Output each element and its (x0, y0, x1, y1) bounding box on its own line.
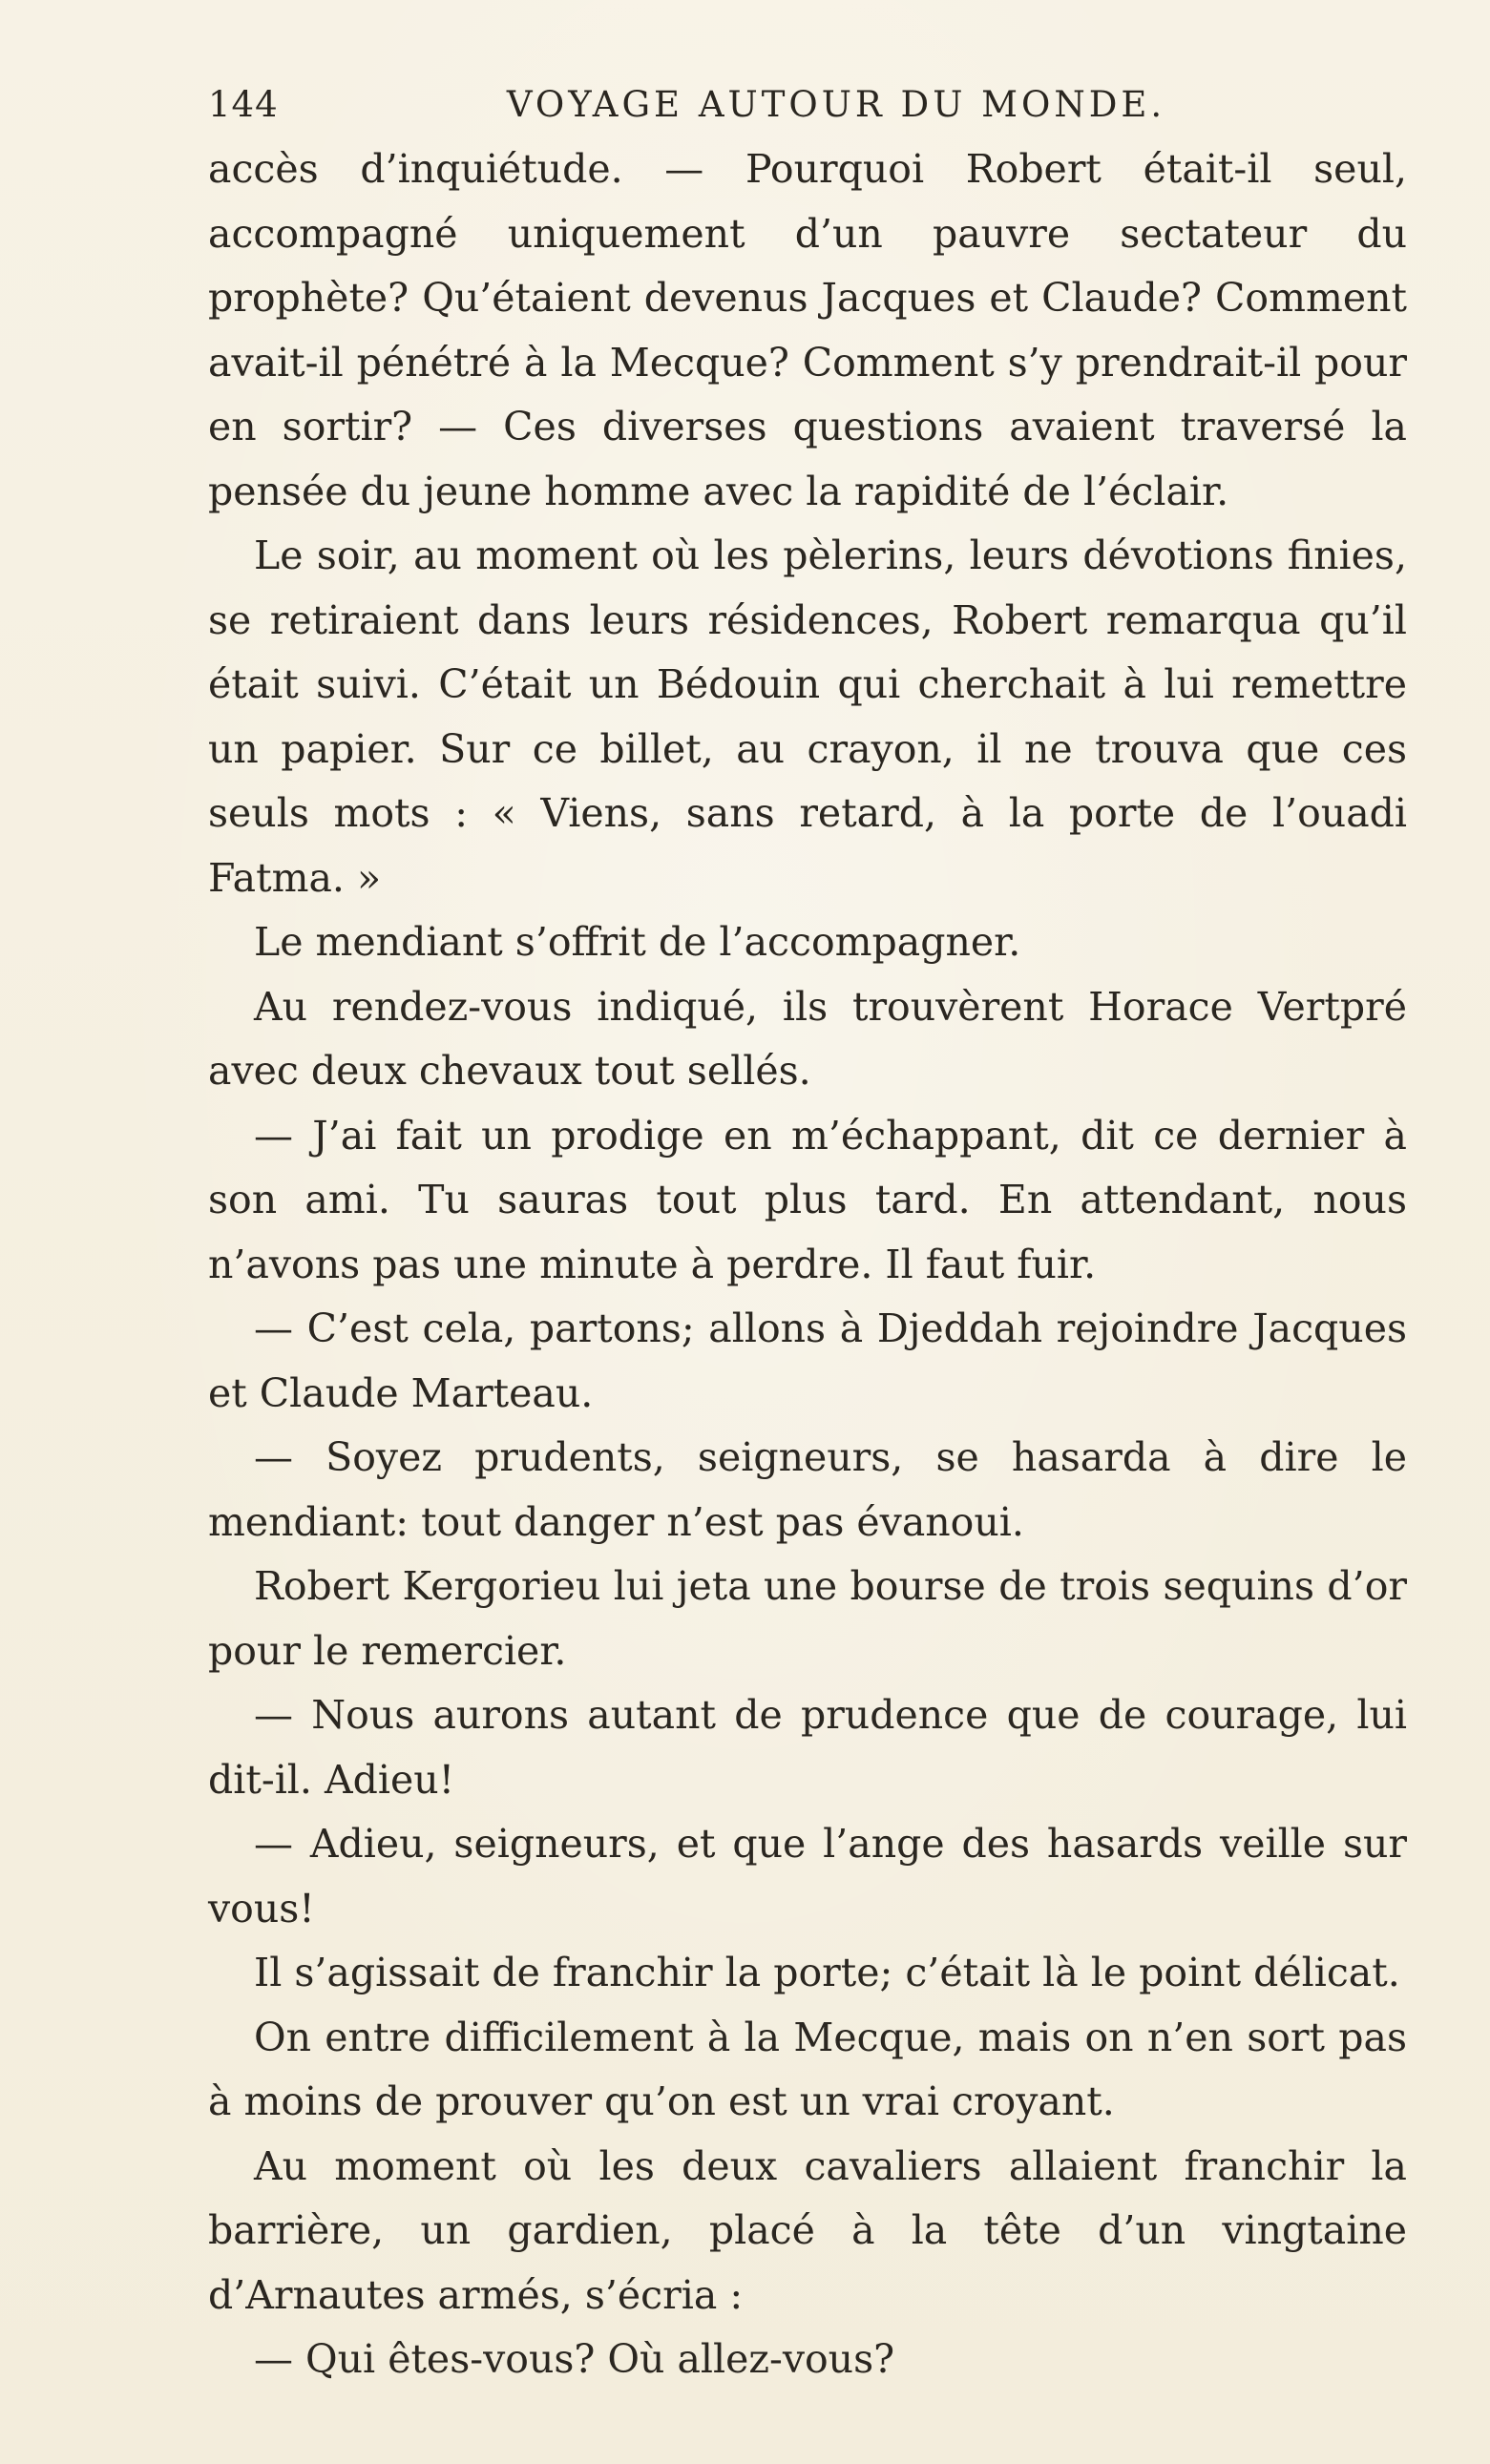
paragraph: — Soyez prudents, seigneurs, se hasarda à dire le mendiant: tout danger n’est pas évanoui. (208, 1434, 1407, 1545)
paragraph: — Qui êtes-vous? Où allez-vous? (254, 2336, 895, 2382)
paragraph: — J’ai fait un prodige en m’échappant, dit ce dernier à son ami. Tu sauras tout plus tard. En attendant, nous n’avons pas une minute à perdre. Il faut fuir. (208, 1112, 1407, 1287)
paragraph: Le mendiant s’offrit de l’accompagner. (254, 919, 1021, 965)
paragraph: — C’est cela, partons; allons à Djeddah rejoindre Jacques et Claude Marteau. (208, 1305, 1407, 1416)
running-title: VOYAGE AUTOUR DU MONDE. (506, 84, 1166, 125)
page-number: 144 (208, 84, 279, 125)
paragraph: accès d’inquiétude. — Pourquoi Robert était-il seul, accompagné uniquement d’un pauvre sectateur du prophète? Qu’étaient devenus Jacques et Claude? Comment avait-il pénétré à la Mecque? Comment s’y prendrait-il pour en sortir? — Ces diverses questions avaient traversé la pensée du jeune homme avec la rapidité de l’éclair. (208, 146, 1407, 514)
paragraph: Il s’agissait de franchir la porte; c’était là le point délicat. (254, 1950, 1400, 1995)
paragraph: — Nous aurons autant de prudence que de courage, lui dit-il. Adieu! (208, 1692, 1407, 1803)
paragraph: Au moment où les deux cavaliers allaient franchir la barrière, un gardien, placé à la tête d’un vingtaine d’Arnautes armés, s’écria : (208, 2142, 1407, 2318)
page-header (208, 76, 1407, 134)
body-text (208, 137, 1407, 2392)
paragraph: — Adieu, seigneurs, et que l’ange des hasards veille sur vous! (208, 1821, 1407, 1932)
paragraph: Le soir, au moment où les pèlerins, leurs dévotions finies, se retiraient dans leurs résidences, Robert remarqua qu’il était suivi. C’était un Bédouin qui cherchait à lui remettre un papier. Sur ce billet, au crayon, il ne trouva que ces seuls mots : « Viens, sans retard, à la porte de l’ouadi Fatma. » (208, 532, 1407, 901)
paragraph: Robert Kergorieu lui jeta une bourse de trois sequins d’or pour le remercier. (208, 1563, 1407, 1674)
paragraph: On entre difficilement à la Mecque, mais on n’en sort pas à moins de prouver qu’on est un vrai croyant. (208, 2014, 1407, 2124)
paragraph: Au rendez-vous indiqué, ils trouvèrent Horace Vertpré avec deux chevaux tout sellés. (208, 983, 1407, 1094)
